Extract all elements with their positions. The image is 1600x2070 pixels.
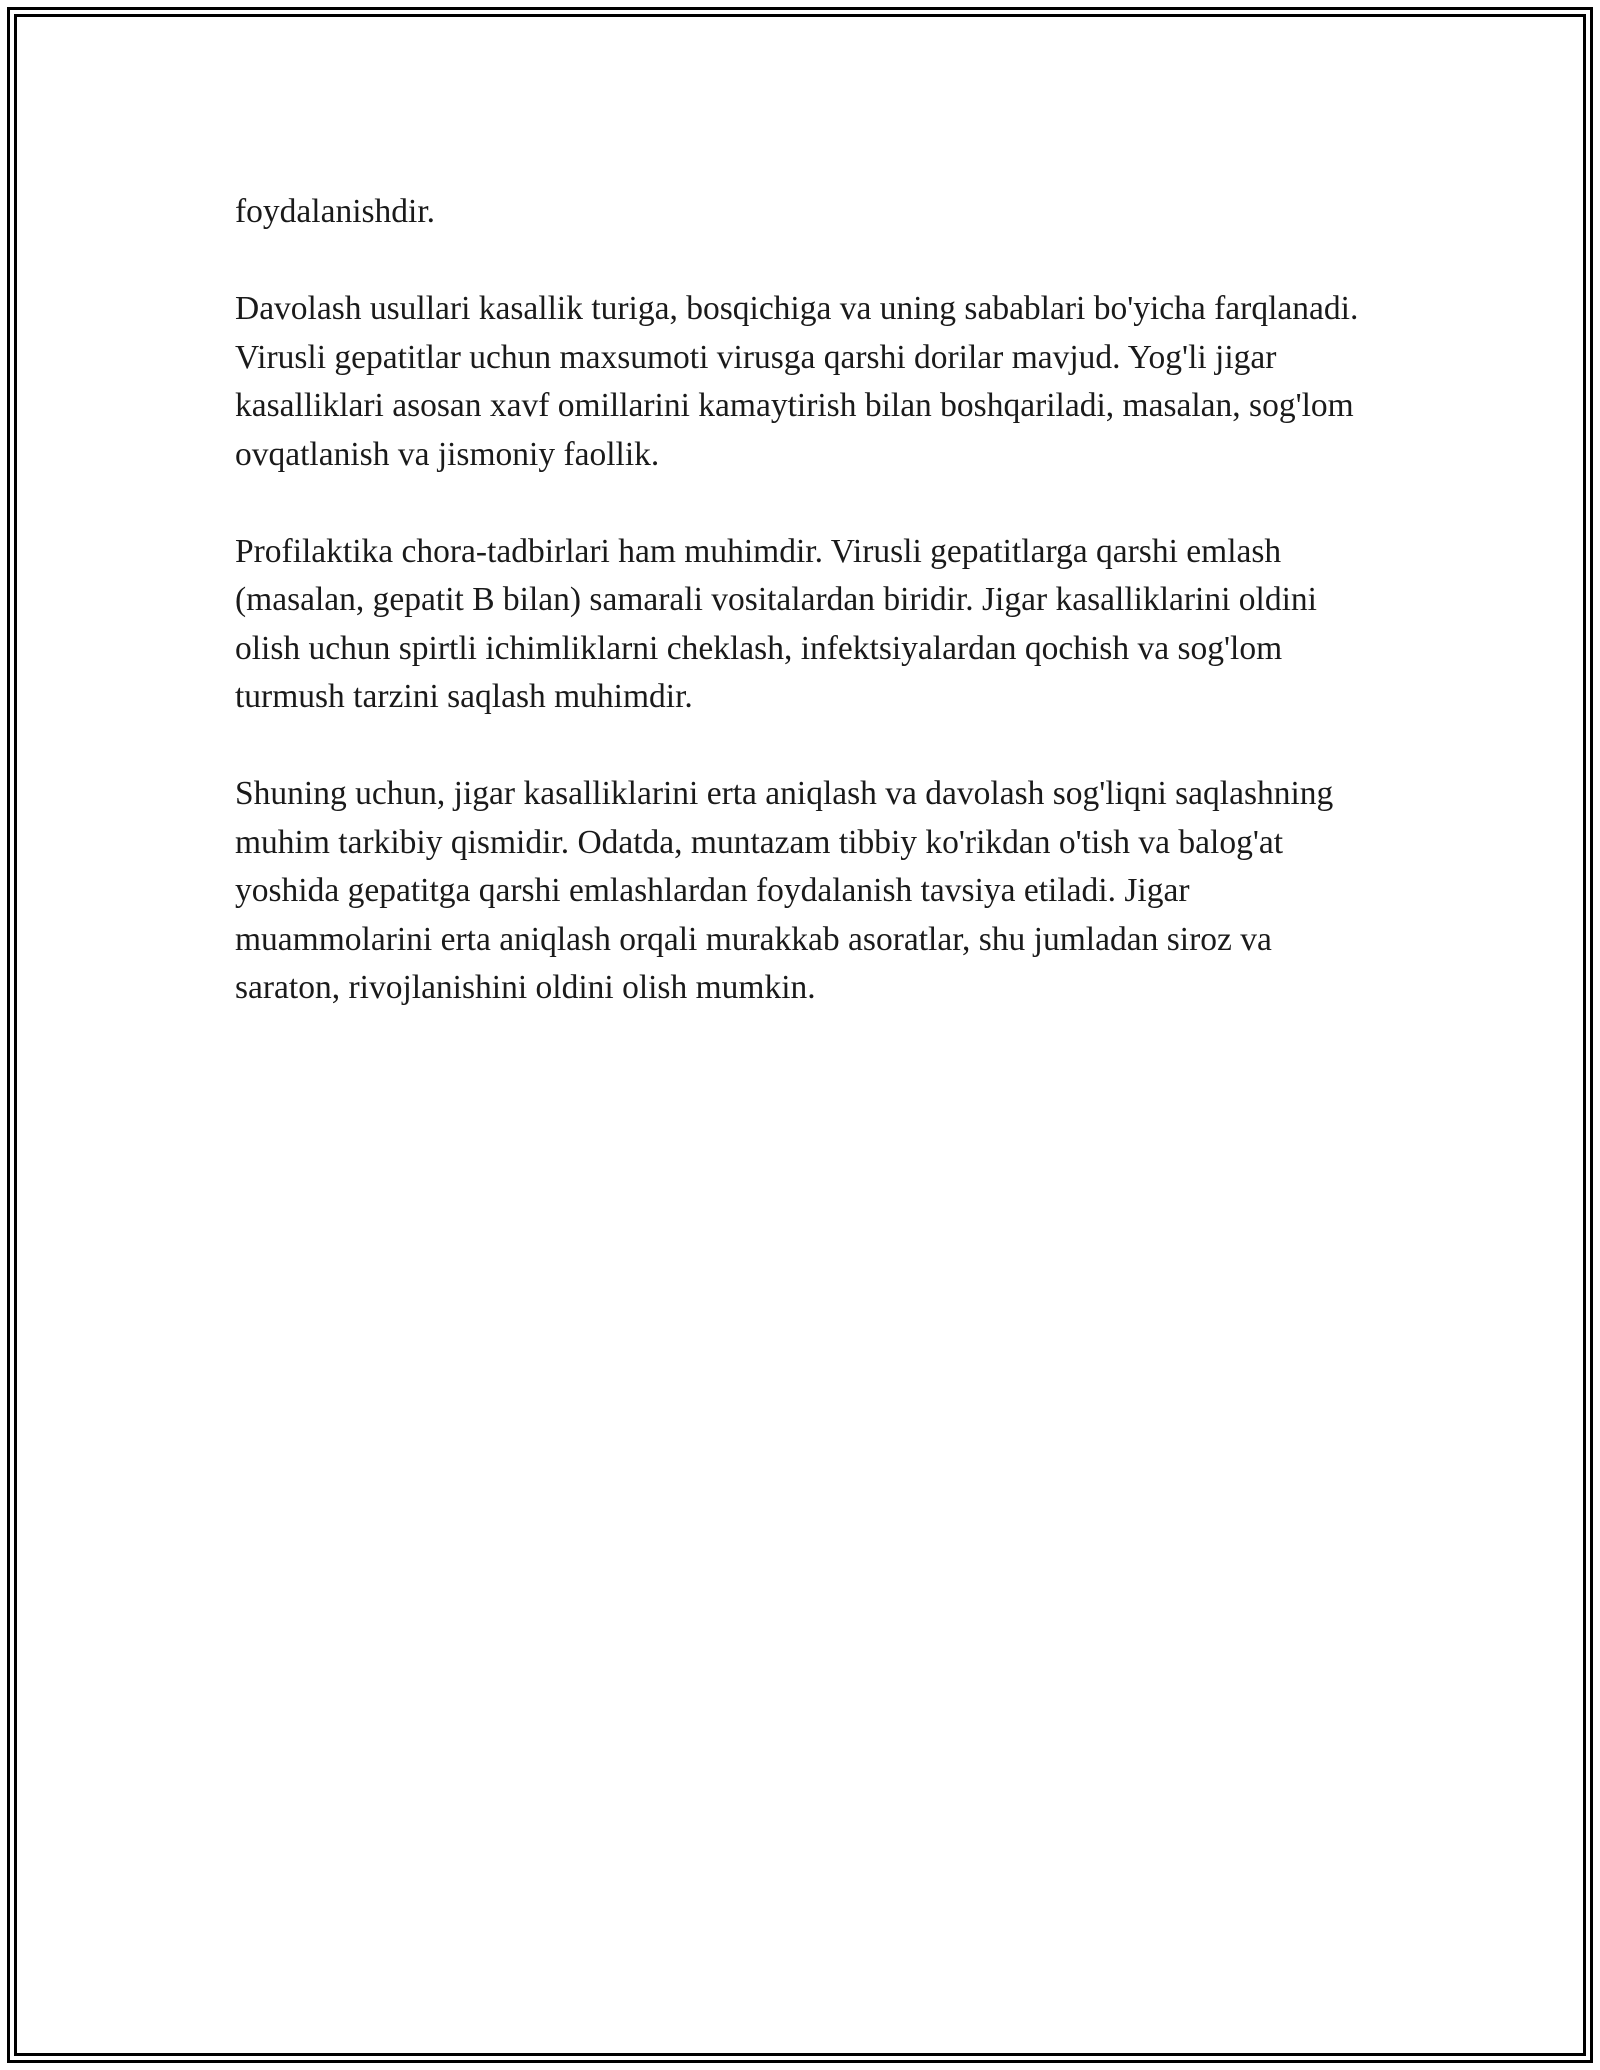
paragraph-conclusion: Shuning uchun, jigar kasalliklarini erta aniqlash va davolash sog'liqni saqlashning muhim tarkibiy qismidir. Odatda, muntazam tibbiy ko'rikdan o'tish va balog'at yoshida gepatitga qarshi emlashlardan foydalanish tavsiya etiladi. Jigar muammolarini erta aniqlash orqali murakkab asoratlar, shu jumladan siroz va saraton, rivojlanishini oldini olish mumkin.: [235, 775, 1334, 1006]
paragraph-continuation: foydalanishdir.: [235, 193, 436, 230]
paragraph-treatment: Davolash usullari kasallik turiga, bosqichiga va uning sabablari bo'yicha farqlanadi. Virusli gepatitlar uchun maxsumoti virusga qarshi dorilar mavjud. Yog'li jigar kasalliklari asosan xavf omillarini kamaytirish bilan boshqariladi, masalan, sog'lom ovqatlanish va jismoniy faollik.: [235, 290, 1359, 473]
paragraph-prevention: Profilaktika chora-tadbirlari ham muhimdir. Virusli gepatitlarga qarshi emlash (masalan, gepatit B bilan) samarali vositalardan biridir. Jigar kasalliklarini oldini olish uchun spirtli ichimliklarni cheklash, infektsiyalardan qochish va sog'lom turmush tarzini saqlash muhimdir.: [235, 532, 1317, 715]
document-body: [235, 188, 1365, 1061]
